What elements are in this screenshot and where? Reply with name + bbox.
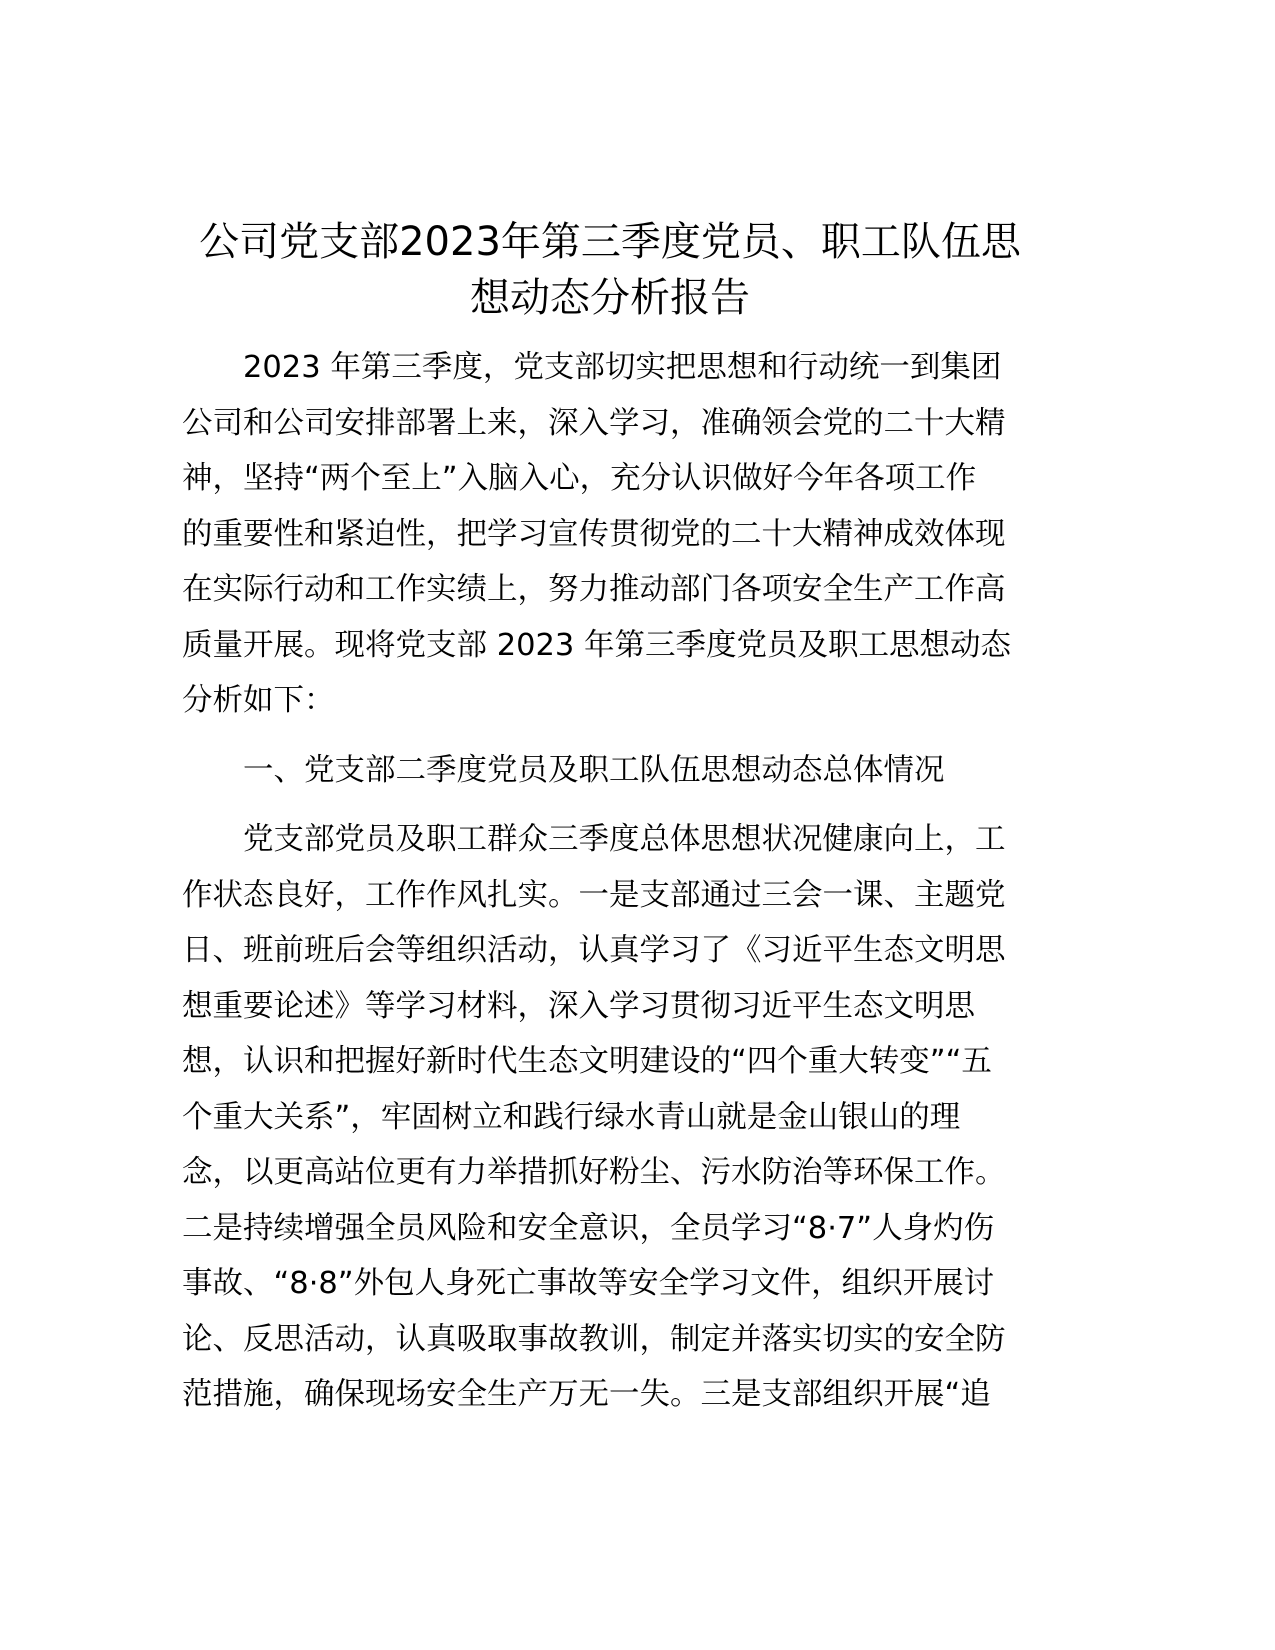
document-body <box>182 340 1038 1423</box>
text-line: 二是持续增强全员风险和安全意识，全员学习“8·7”人身灼伤 <box>182 1210 995 1246</box>
text-line: 党支部党员及职工群众三季度总体思想状况健康向上，工 <box>243 822 1006 857</box>
text-line: 神，坚持“两个至上”入脑入心，充分认识做好今年各项工作 <box>182 461 977 496</box>
title-line: 想动态分析报告 <box>470 275 750 321</box>
text-line: 日、班前班后会等组织活动，认真学习了《习近平生态文明思 <box>182 933 1006 968</box>
section-heading: 一、党支部二季度党员及职工队伍思想动态总体情况 <box>243 752 945 788</box>
text-line: 想，认识和把握好新时代生态文明建设的“四个重大转变”“五 <box>182 1044 992 1079</box>
text-line: 个重大关系”，牢固树立和践行绿水青山就是金山银山的理 <box>182 1099 961 1135</box>
document-title <box>170 214 1050 326</box>
title-line: 公司党支部2023年第三季度党员、职工队伍思 <box>199 219 1021 265</box>
text-line: 分析如下： <box>182 683 335 718</box>
text-line: 念，以更高站位更有力举措抓好粉尘、污水防治等环保工作。 <box>182 1155 1006 1190</box>
paragraph-overview <box>182 812 1038 1423</box>
text-line: 公司和公司安排部署上来，深入学习，准确领会党的二十大精 <box>182 405 1006 441</box>
text-line: 在实际行动和工作实绩上，努力推动部门各项安全生产工作高 <box>182 572 1006 607</box>
paragraph-intro <box>182 340 1038 729</box>
text-line: 2023 年第三季度，党支部切实把思想和行动统一到集团 <box>243 350 1002 385</box>
text-line: 质量开展。现将党支部 2023 年第三季度党员及职工思想动态 <box>182 627 1012 663</box>
spacer <box>182 729 1038 743</box>
text-line: 的重要性和紧迫性，把学习宣传贯彻党的二十大精神成效体现 <box>182 516 1006 552</box>
text-line: 事故、“8·8”外包人身死亡事故等安全学习文件，组织开展讨 <box>182 1266 995 1301</box>
text-line: 论、反思活动，认真吸取事故教训，制定并落实切实的安全防 <box>182 1321 1006 1357</box>
text-line: 范措施，确保现场安全生产万无一失。三是支部组织开展“追 <box>182 1377 991 1412</box>
text-line: 想重要论述》等学习材料，深入学习贯彻习近平生态文明思 <box>182 988 975 1024</box>
text-line: 作状态良好，工作作风扎实。一是支部通过三会一课、主题党 <box>182 877 1006 913</box>
spacer <box>182 798 1038 812</box>
